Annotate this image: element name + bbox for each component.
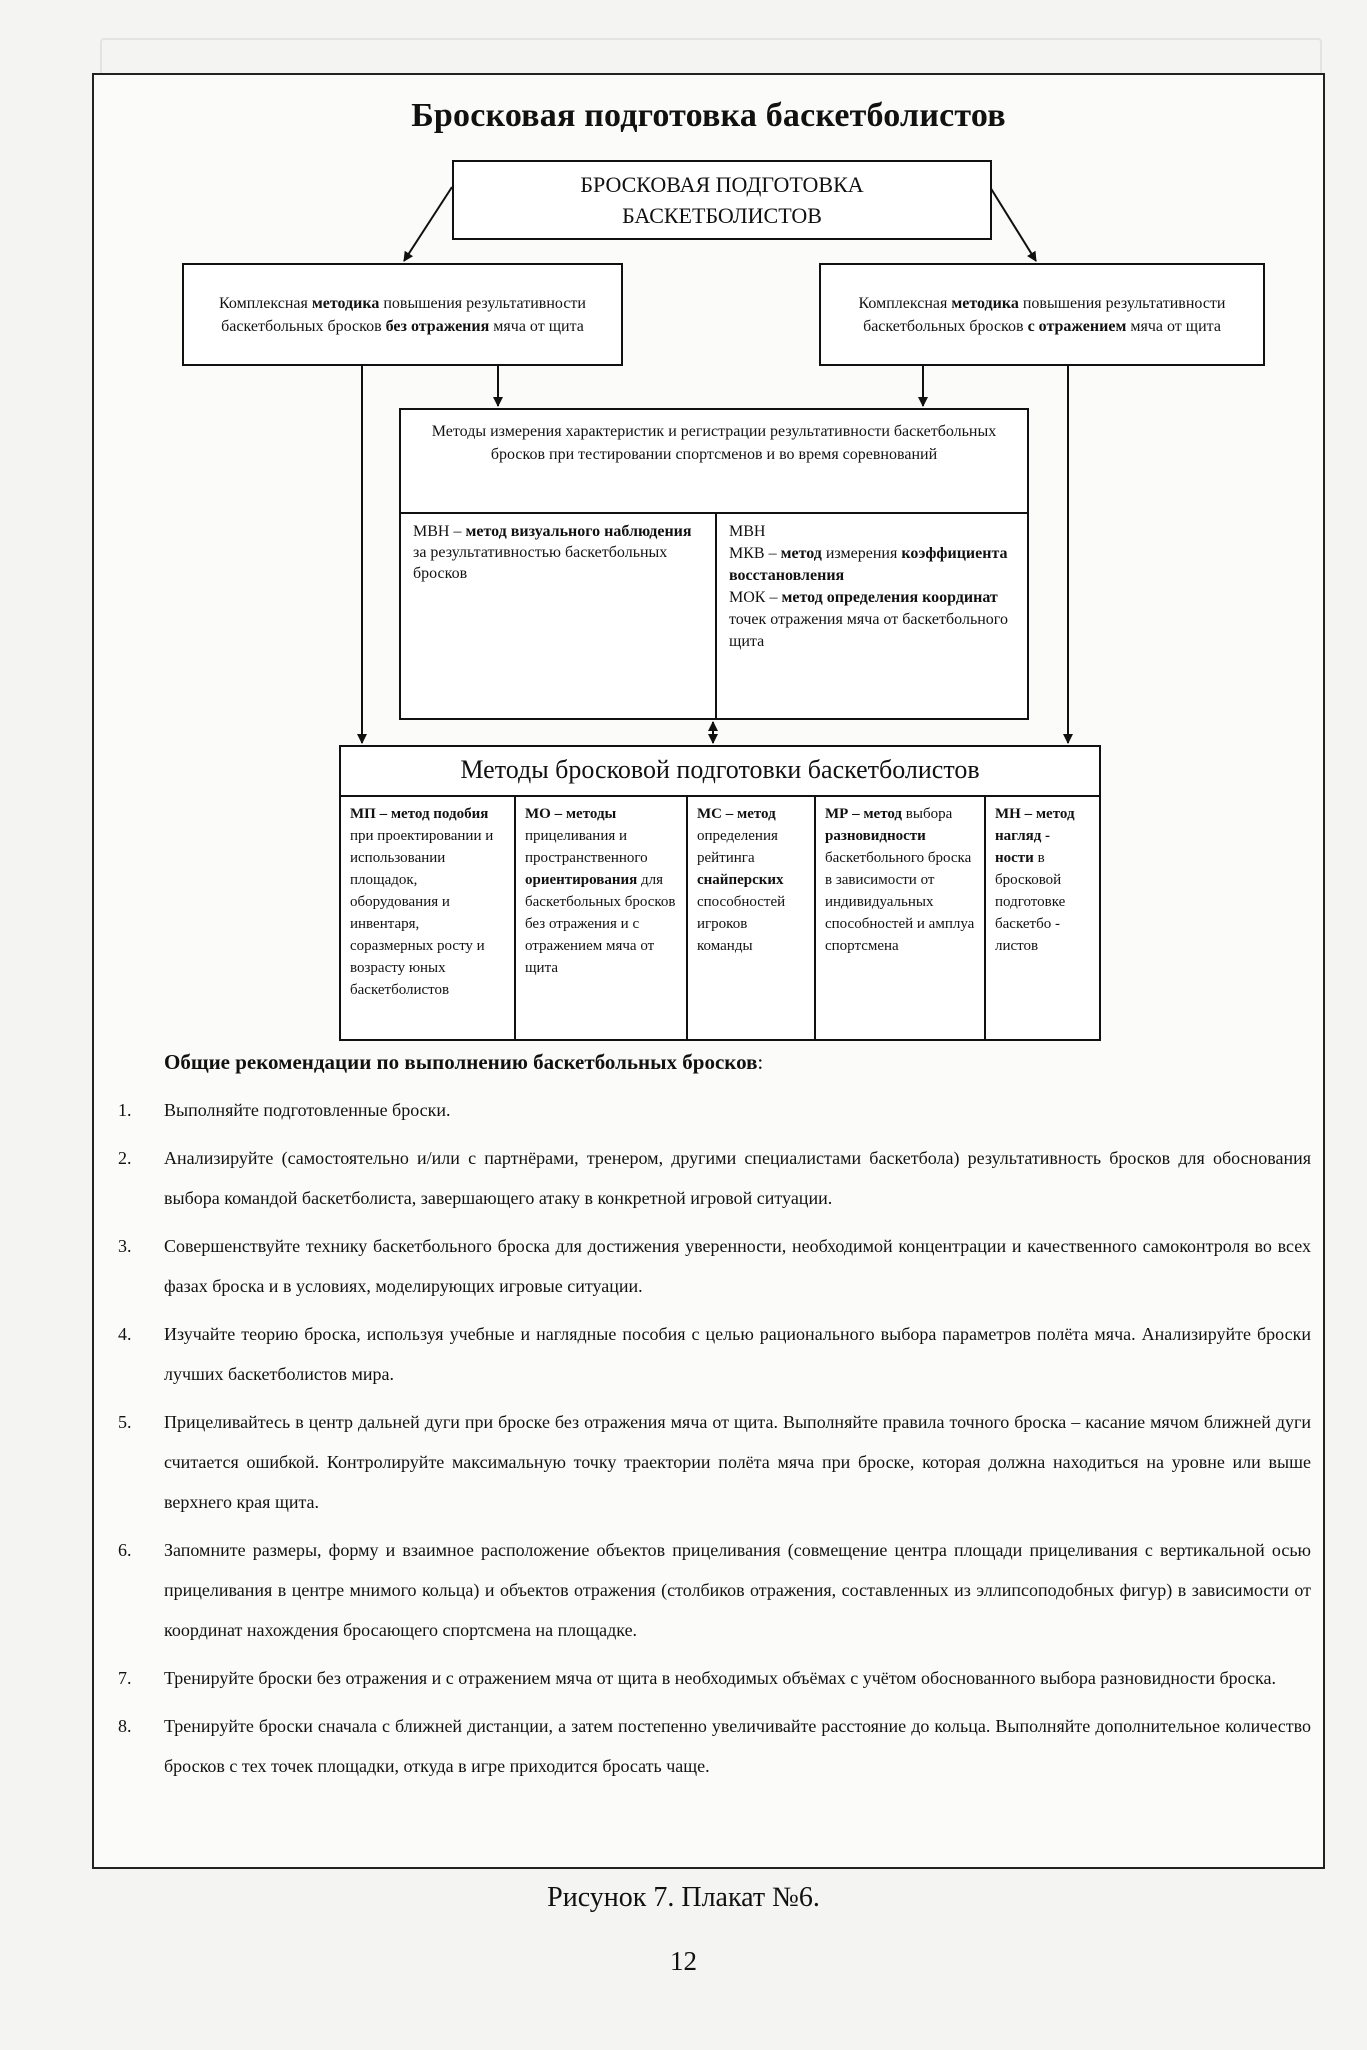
recommendations-list bbox=[94, 1090, 1323, 1794]
recommendation-item: 4. Изучайте теорию броска, используя учебные и наглядные пособия с целью рационального выбора параметров полёта мяча. Анализируйте броски лучших баскетболистов мира. bbox=[118, 1324, 1311, 1384]
page-number: 12 bbox=[670, 1946, 697, 1976]
recommendation-item: 8. Тренируйте броски сначала с ближней дистанции, а затем постепенно увеличивайте расстояние до кольца. Выполняйте дополнительное количество бросков с тех точек площадки, откуда в игре приходится бросать чаще. bbox=[118, 1716, 1311, 1776]
recommendation-item: 6. Запомните размеры, форму и взаимное расположение объектов прицеливания (совмещение центра площади прицеливания с вертикальной осью прицеливания в центре мнимого кольца) и объектов отражения (столбиков отражения, составленных из эллипсоподобных фигур) в зависимости от координат нахождения бросающего спортсмена на площадке. bbox=[118, 1540, 1311, 1640]
measurement-mkv: МКВ – метод измерения коэффициента восстановления bbox=[729, 545, 1008, 584]
method-no-reflection-box bbox=[182, 263, 623, 366]
measurement-title: Методы измерения характеристик и регистрации результативности баскетбольных бросков при тестировании спортсменов и во время соревнований bbox=[401, 410, 1027, 514]
measurement-mvn: МВН bbox=[729, 523, 766, 540]
measurement-mok: МОК – метод определения координат точек отражения мяча от баскетбольного щита bbox=[729, 589, 1008, 650]
recommendation-item: 7. Тренируйте броски без отражения и с отражением мяча от щита в необходимых объёмах с учётом обоснованного выбора разновидности броска. bbox=[118, 1668, 1277, 1688]
recommendation-item: 5. Прицеливайтесь в центр дальней дуги при броске без отражения мяча от щита. Выполняйте правила точного броска – касание мячом ближней дуги считается ошибкой. Контролируйте максимальную точку траектории полёта мяча при броске, которая должна находиться на уровне или выше верхнего края щита. bbox=[118, 1412, 1311, 1512]
recommendation-item: 1. Выполняйте подготовленные броски. bbox=[118, 1100, 451, 1120]
top-box-label: БРОСКОВАЯ ПОДГОТОВКА БАСКЕТБОЛИСТОВ bbox=[580, 172, 864, 228]
method-column-mo: МО – методы прицеливания и пространственного ориентирования для баскетбольных бросков без отражения и с отражением мяча от щита bbox=[514, 797, 686, 1041]
measurement-left-cell: МВН – метод визуального наблюдения за результативностью баскетбольных бросков bbox=[413, 523, 692, 582]
method-column-mp: МП – метод подобия при проектировании и использовании площадок, оборудования и инвентаря, соразмерных росту и возрасту юных баскетболистов bbox=[350, 806, 494, 998]
training-methods-title: Методы бросковой подготовки баскетболистов bbox=[341, 747, 1099, 797]
measurement-right-cell bbox=[715, 514, 1029, 720]
method-with-reflection-box bbox=[819, 263, 1265, 366]
recommendation-item: 2. Анализируйте (самостоятельно и/или с партнёрами, тренером, другими специалистами баскетбола) результативность бросков для обоснования выбора командой баскетболиста, завершающего атаку в конкретной игровой ситуации. bbox=[118, 1148, 1311, 1208]
measurement-methods-box bbox=[399, 408, 1029, 720]
recommendations-title: Общие рекомендации по выполнению баскетбольных бросков: bbox=[164, 1050, 764, 1074]
recommendation-item: 3. Совершенствуйте технику баскетбольного броска для достижения уверенности, необходимой концентрации и качественного самоконтроля во всех фазах броска и в условиях, моделирующих игровые ситуации. bbox=[118, 1236, 1311, 1296]
method-with-reflection-text: Комплексная методика повышения результативности баскетбольных бросков с отражением мяча от щита bbox=[858, 294, 1226, 335]
poster bbox=[92, 73, 1325, 1869]
poster-title: Бросковая подготовка баскетболистов bbox=[411, 97, 1006, 134]
top-box bbox=[452, 160, 992, 240]
figure-caption: Рисунок 7. Плакат №6. bbox=[547, 1882, 820, 1913]
method-column-mn: МН – метод нагляд - ности в бросковой подготовке баскетбо - листов bbox=[984, 797, 1099, 1041]
method-column-ms: МС – метод определения рейтинга снайперских способностей игроков команды bbox=[686, 797, 814, 1041]
arrow-top-to-right bbox=[990, 187, 1036, 261]
training-methods-box bbox=[339, 745, 1101, 1041]
arrow-top-to-left bbox=[404, 187, 452, 261]
method-column-mr: МР – метод выбора разновидности баскетбольного броска в зависимости от индивидуальных способностей и амплуа спортсмена bbox=[814, 797, 984, 1041]
method-no-reflection-text: Комплексная методика повышения результативности баскетбольных бросков без отражения мяча от щита bbox=[219, 294, 586, 335]
